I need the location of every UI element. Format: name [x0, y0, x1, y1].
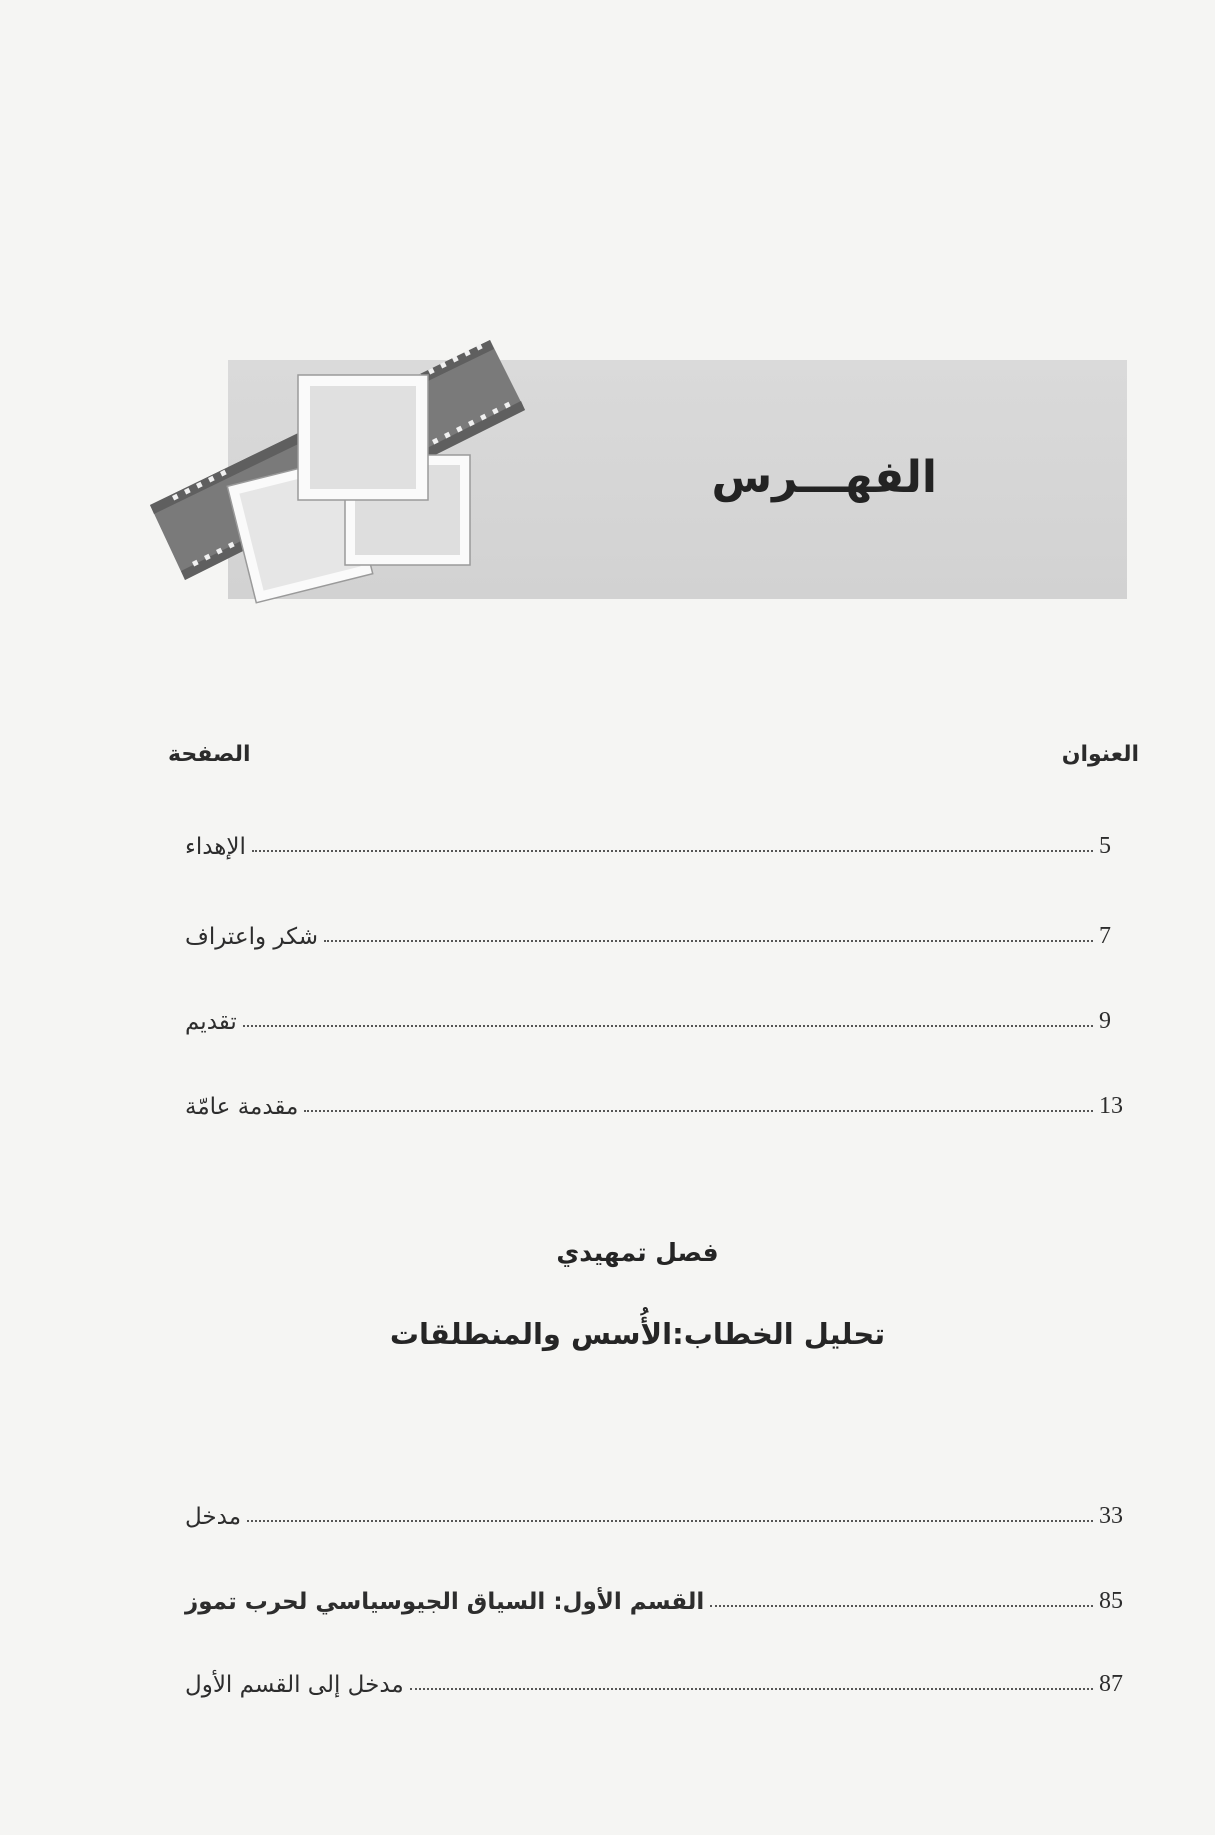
page-title: الفهـــرس: [711, 452, 937, 503]
toc-entry-title: شكر واعتراف: [185, 924, 319, 950]
toc-entry-title: الإهداء: [185, 834, 246, 860]
toc-entry-title: مدخل إلى القسم الأول: [185, 1672, 404, 1698]
toc-entry[interactable]: [185, 1658, 1139, 1698]
toc-entry-title: القسم الأول: السياق الجيوسياسي لحرب تموز: [185, 1589, 705, 1615]
toc-entry-page: 13: [1099, 1093, 1123, 1119]
toc-entry[interactable]: [185, 910, 1139, 950]
toc-entry-title: مدخل: [185, 1504, 242, 1530]
column-header-title: العنوان: [1061, 742, 1139, 767]
dot-leader: [304, 1110, 1093, 1112]
toc-entry[interactable]: [185, 820, 1139, 860]
column-header-page: الصفحة: [168, 742, 251, 767]
toc-entry-title: تقديم: [185, 1009, 237, 1035]
chapter-label: فصل تمهيدي: [556, 1238, 719, 1267]
toc-entry-page: 33: [1099, 1503, 1123, 1529]
dot-leader: [710, 1605, 1093, 1607]
toc-entry-page: 85: [1099, 1588, 1123, 1614]
toc-entry[interactable]: [185, 1490, 1139, 1530]
photo-frame-top: [298, 375, 428, 500]
toc-entry-title: مقدمة عامّة: [185, 1094, 299, 1120]
film-strip-illustration: [150, 340, 550, 630]
toc-entry[interactable]: [185, 995, 1139, 1035]
dot-leader: [252, 850, 1093, 852]
chapter-subtitle: تحليل الخطاب:الأُسس والمنطلقات: [389, 1317, 886, 1351]
dot-leader: [247, 1520, 1093, 1522]
toc-entry-page: 7: [1099, 923, 1111, 949]
toc-entry-page: 9: [1099, 1008, 1111, 1034]
dot-leader: [324, 940, 1093, 942]
toc-entry[interactable]: [185, 1575, 1139, 1615]
toc-entry[interactable]: [185, 1080, 1139, 1120]
toc-entry-page: 87: [1099, 1671, 1123, 1697]
toc-entry-page: 5: [1099, 833, 1111, 859]
dot-leader: [410, 1688, 1093, 1690]
dot-leader: [243, 1025, 1093, 1027]
